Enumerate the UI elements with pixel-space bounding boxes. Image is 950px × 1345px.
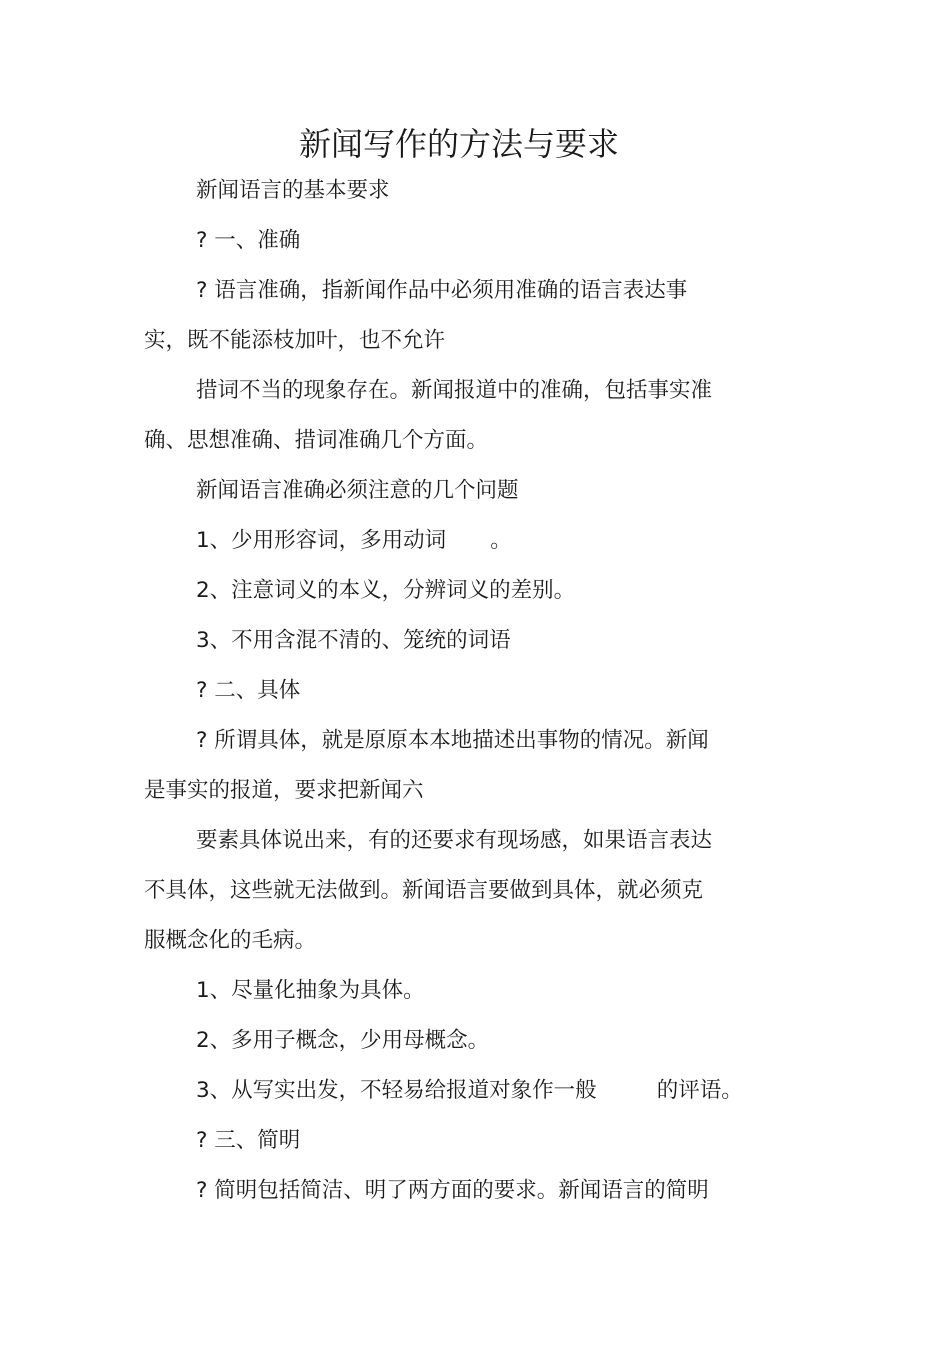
paragraph-line: 是事实的报道，要求把新闻六 <box>144 778 424 803</box>
paragraph-line: 实，既不能添枝加叶，也不允许 <box>144 328 446 353</box>
paragraph-line: 措词不当的现象存在。新闻报道中的准确，包括事实准 <box>196 378 713 403</box>
list-item: ? 三、简明 <box>196 1128 301 1153</box>
list-item: 3、不用含混不清的、笼统的词语 <box>196 628 511 653</box>
paragraph-line: ? 所谓具体，就是原原本本地描述出事物的情况。新闻 <box>196 728 709 753</box>
list-item <box>196 526 512 556</box>
document-title: 新闻写作的方法与要求 <box>298 125 619 163</box>
list-item: 2、注意词义的本义，分辨词义的差别。 <box>196 578 576 603</box>
list-item-text: 3、从写实出发，不轻易给报道对象作一般 <box>196 1078 597 1103</box>
section-heading: 新闻语言准确必须注意的几个问题 <box>196 478 519 503</box>
list-item-text: 1、少用形容词，多用动词 <box>196 528 447 553</box>
list-item <box>196 1076 743 1106</box>
paragraph-line: 不具体，这些就无法做到。新闻语言要做到具体，就必须克 <box>144 878 704 903</box>
list-item: ? 二、具体 <box>196 678 301 703</box>
list-item: 2、多用子概念，少用母概念。 <box>196 1028 490 1053</box>
list-item: ? 一、准确 <box>196 228 301 253</box>
list-item-punct: 。 <box>490 528 512 553</box>
paragraph-line: ? 简明包括简洁、明了两方面的要求。新闻语言的简明 <box>196 1178 709 1203</box>
list-item: 1、尽量化抽象为具体。 <box>196 978 425 1003</box>
section-heading: 新闻语言的基本要求 <box>196 178 390 203</box>
paragraph-line: 服概念化的毛病。 <box>144 928 317 953</box>
paragraph-line: 要素具体说出来，有的还要求有现场感，如果语言表达 <box>196 828 713 853</box>
list-item-text-cont: 的评语。 <box>656 1078 743 1103</box>
paragraph-line: ? 语言准确，指新闻作品中必须用准确的语言表达事 <box>196 278 688 303</box>
paragraph-line: 确、思想准确、措词准确几个方面。 <box>144 428 489 453</box>
